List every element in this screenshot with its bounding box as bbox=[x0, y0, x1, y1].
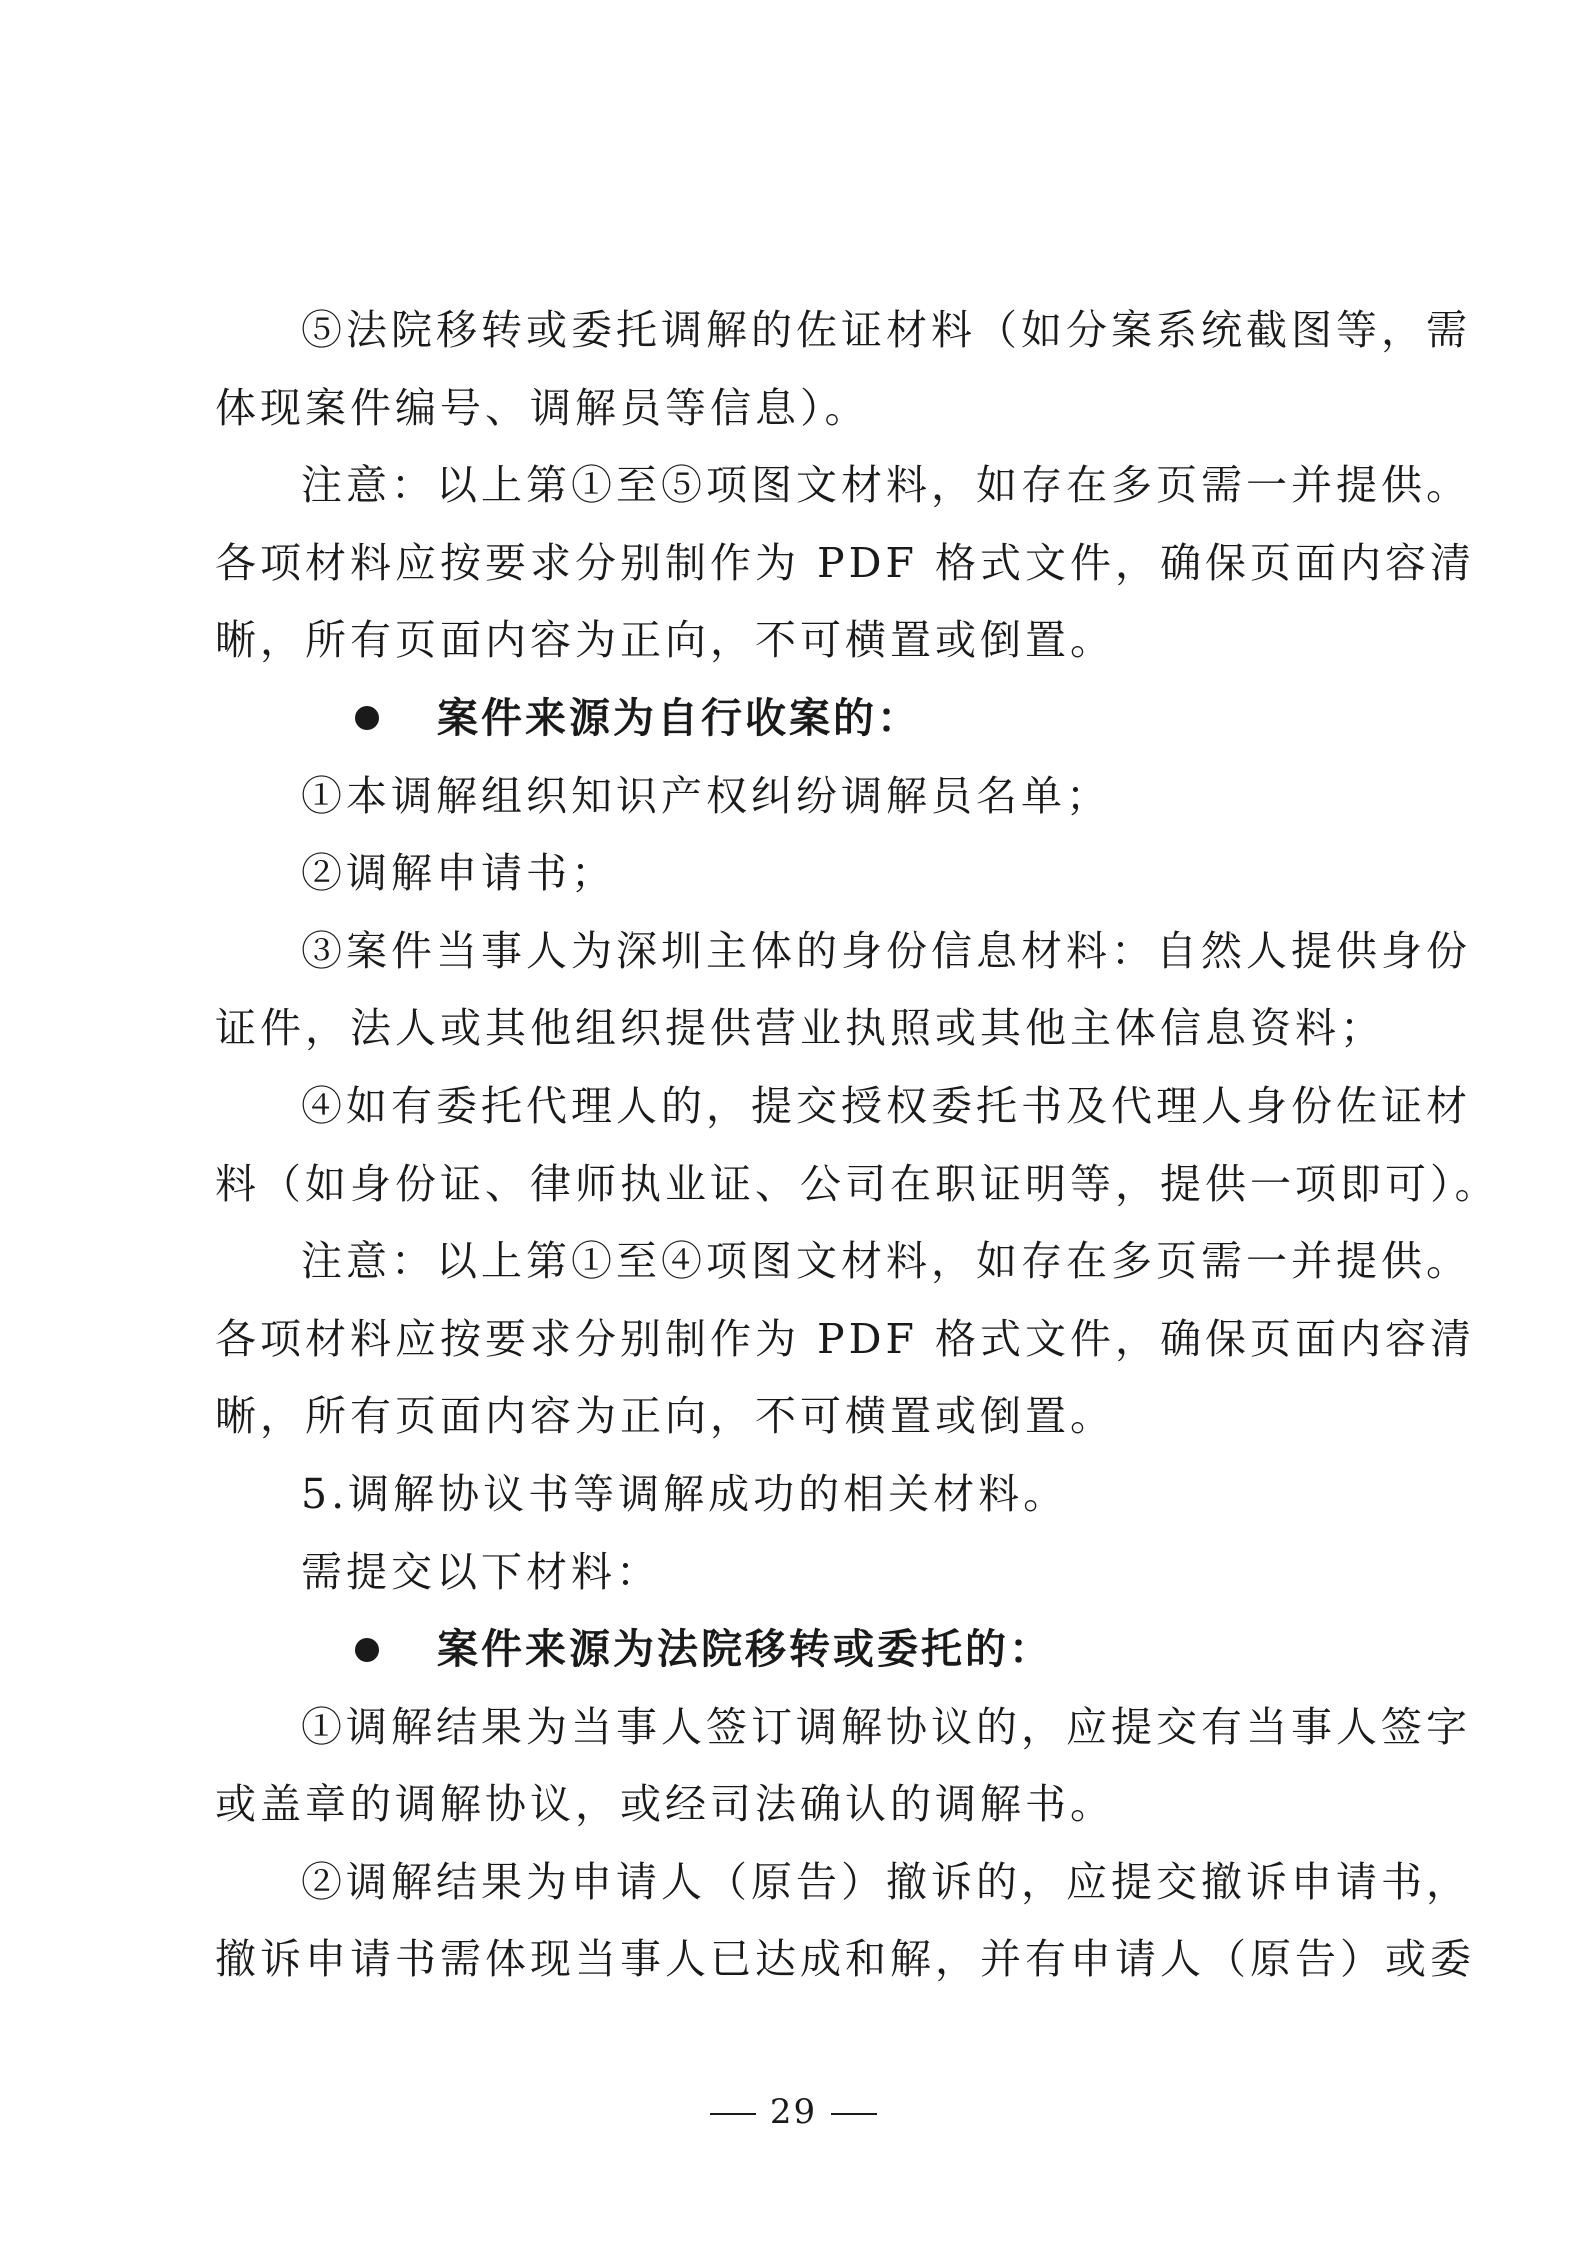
list-item: ④如有委托代理人的，提交授权委托书及代理人身份佐证材 bbox=[301, 1081, 1471, 1130]
list-item: ①调解结果为当事人签订调解协议的，应提交有当事人签字 bbox=[301, 1702, 1471, 1751]
paragraph-line: 需提交以下材料： bbox=[301, 1547, 661, 1596]
note-line: 晰，所有页面内容为正向，不可横置或倒置。 bbox=[215, 1392, 1115, 1441]
section-heading bbox=[215, 1611, 1395, 1689]
dash-right bbox=[831, 2113, 877, 2115]
list-item: ①本调解组织知识产权纠纷调解员名单； bbox=[301, 771, 1111, 820]
section-heading bbox=[215, 680, 1395, 758]
page-number-text: 29 bbox=[769, 2092, 818, 2132]
paragraph-line: 体现案件编号、调解员等信息）。 bbox=[215, 383, 870, 432]
list-item-continuation: 料（如身份证、律师执业证、公司在职证明等，提供一项即可）。 bbox=[215, 1159, 1500, 1208]
numbered-item: 5.调解协议书等调解成功的相关材料。 bbox=[301, 1469, 1069, 1518]
list-item: ③案件当事人为深圳主体的身份信息材料：自然人提供身份 bbox=[301, 926, 1471, 975]
note-line: 注意：以上第①至⑤项图文材料，如存在多页需一并提供。 bbox=[301, 461, 1471, 510]
list-item-continuation: 撤诉申请书需体现当事人已达成和解，并有申请人（原告）或委 bbox=[215, 1935, 1475, 1984]
body-text bbox=[215, 292, 1500, 1999]
list-item: ②调解结果为申请人（原告）撤诉的，应提交撤诉申请书， bbox=[301, 1857, 1471, 1906]
list-item: ②调解申请书； bbox=[301, 849, 616, 898]
page-number bbox=[0, 2090, 1587, 2134]
dash-left bbox=[710, 2113, 756, 2115]
note-line: 各项材料应按要求分别制作为 PDF 格式文件，确保页面内容清 bbox=[215, 1314, 1475, 1363]
bullet-icon bbox=[355, 706, 379, 730]
section-heading-text: 案件来源为自行收案的： bbox=[437, 693, 921, 742]
bullet-icon bbox=[355, 1638, 379, 1662]
note-line: 注意：以上第①至④项图文材料，如存在多页需一并提供。 bbox=[301, 1237, 1471, 1286]
list-item-continuation: 证件，法人或其他组织提供营业执照或其他主体信息资料； bbox=[215, 1004, 1385, 1053]
note-line: 各项材料应按要求分别制作为 PDF 格式文件，确保页面内容清 bbox=[215, 538, 1475, 587]
section-heading-text: 案件来源为法院移转或委托的： bbox=[437, 1625, 1053, 1674]
list-item-continuation: 或盖章的调解协议，或经司法确认的调解书。 bbox=[215, 1780, 1115, 1829]
note-line: 晰，所有页面内容为正向，不可横置或倒置。 bbox=[215, 616, 1115, 665]
paragraph-line: ⑤法院移转或委托调解的佐证材料（如分案系统截图等，需 bbox=[301, 306, 1471, 354]
